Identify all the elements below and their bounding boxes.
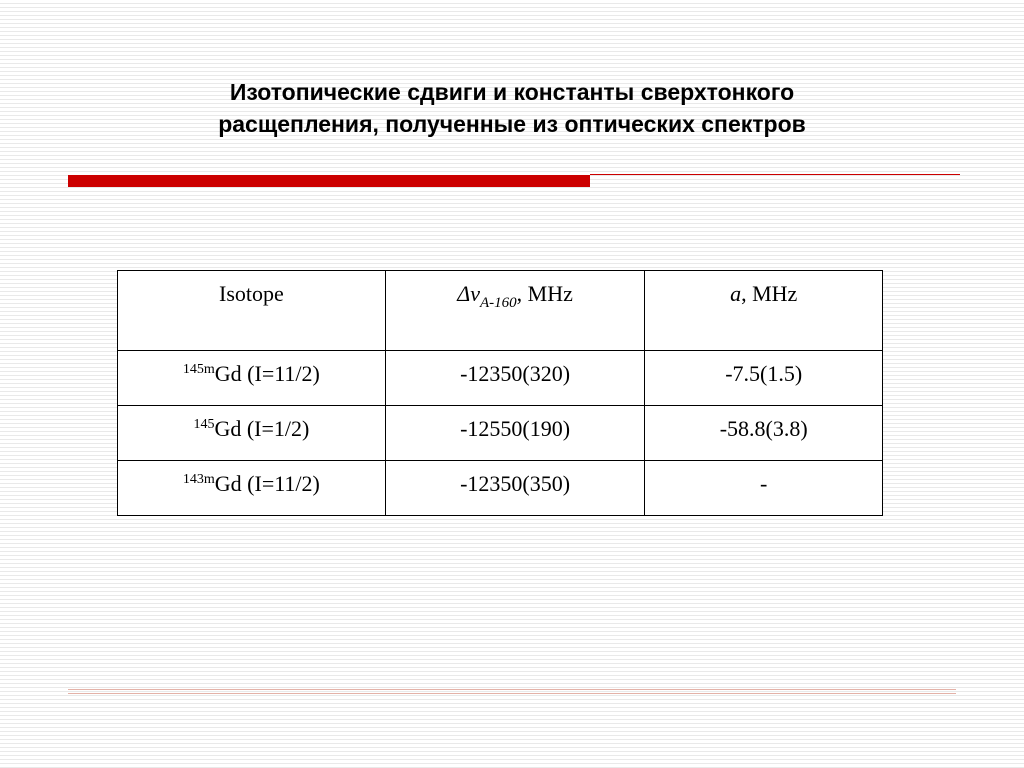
isotope-mass-number: 145m (182, 362, 215, 377)
cell-hyperfine: - (645, 461, 883, 516)
cell-isotope (118, 406, 386, 461)
header-hyperfine-unit: , MHz (741, 281, 798, 306)
slide-title (0, 76, 1024, 140)
cell-isotope (118, 351, 386, 406)
table-row (118, 461, 883, 516)
slide-title-line-1: Изотопические сдвиги и константы сверхтонкого (229, 79, 795, 105)
table-row (118, 351, 883, 406)
title-accent-line (590, 174, 960, 175)
isotope-label: Gd (I=11/2) (214, 471, 320, 496)
cell-hyperfine: -7.5(1.5) (645, 351, 883, 406)
cell-shift: -12350(320) (385, 351, 645, 406)
slide-title-line-2: расщепления, полученные из оптических спектров (218, 111, 806, 137)
cell-isotope (118, 461, 386, 516)
isotope-mass-number: 143m (182, 472, 215, 487)
cell-shift: -12350(350) (385, 461, 645, 516)
footer-divider-line (68, 689, 956, 690)
title-accent-bar (68, 175, 590, 187)
footer-divider-line (68, 693, 956, 694)
isotope-data-table (117, 270, 883, 516)
header-shift-unit: , MHz (516, 281, 573, 306)
header-hyperfine-constant (645, 271, 883, 351)
table-row (118, 406, 883, 461)
table-header-row (118, 271, 883, 351)
cell-shift: -12550(190) (385, 406, 645, 461)
header-hyperfine-symbol: a (730, 281, 742, 306)
header-shift-subscript: A-160 (479, 295, 517, 311)
isotope-label: Gd (I=11/2) (214, 361, 320, 386)
isotope-mass-number: 145 (193, 417, 215, 432)
header-isotope: Isotope (118, 271, 386, 351)
cell-hyperfine: -58.8(3.8) (645, 406, 883, 461)
header-isotope-shift (385, 271, 645, 351)
isotope-label: Gd (I=1/2) (214, 416, 310, 441)
header-shift-symbol: Δν (457, 281, 480, 306)
